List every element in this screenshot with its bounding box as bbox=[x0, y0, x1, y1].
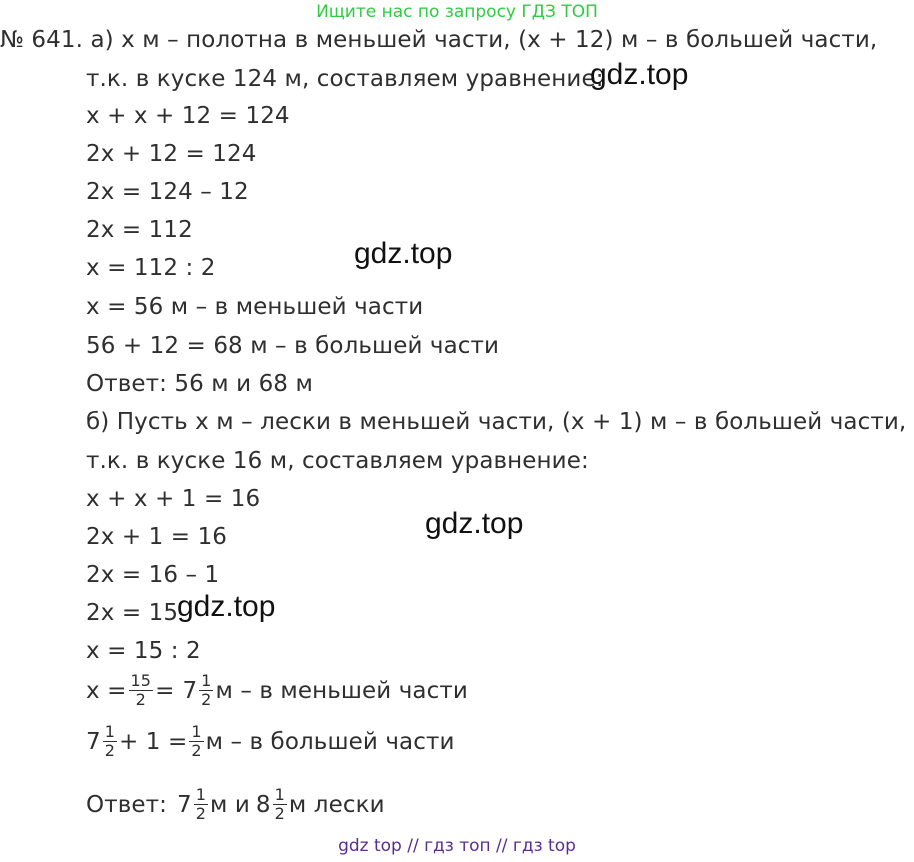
mixed-whole: 8 bbox=[255, 791, 271, 818]
problem-number: № 641. bbox=[0, 27, 84, 53]
part-a-answer: Ответ: 56 м и 68 м bbox=[86, 371, 313, 397]
watermark: gdz.top bbox=[590, 58, 689, 91]
part-a-step: 2х + 12 = 124 bbox=[86, 141, 257, 167]
mixed-whole: 7 bbox=[182, 677, 198, 704]
fraction-numerator: 1 bbox=[274, 785, 285, 804]
part-a-step: 56 + 12 = 68 м – в большей части bbox=[86, 333, 500, 359]
part-b-step: 2х = 15 bbox=[86, 600, 179, 626]
part-b-step: 2х + 1 = 16 bbox=[86, 524, 228, 550]
answer-middle: м и bbox=[209, 791, 250, 818]
part-b-step: х = 15 : 2 bbox=[86, 638, 201, 664]
sum-middle: + 1 = bbox=[119, 728, 188, 755]
watermark: gdz.top bbox=[354, 237, 453, 270]
fraction bbox=[273, 786, 287, 823]
fraction-denominator: 2 bbox=[274, 804, 285, 823]
part-b-setup: т.к. в куске 16 м, составляем уравнение: bbox=[86, 448, 589, 474]
fraction bbox=[199, 672, 213, 709]
fraction-line-tail: м – в меньшей части bbox=[215, 677, 468, 704]
answer-tail: м лески bbox=[288, 791, 385, 818]
part-b-answer-line bbox=[86, 786, 385, 823]
watermark: gdz.top bbox=[177, 590, 276, 623]
fraction bbox=[194, 786, 208, 823]
part-b-step: х + х + 1 = 16 bbox=[86, 486, 261, 512]
fraction bbox=[103, 723, 117, 760]
fraction-denominator: 2 bbox=[195, 804, 206, 823]
part-a-intro: а) х м – полотна в меньшей части, (х + 12) м – в большей части, bbox=[90, 27, 878, 53]
sum-line-tail: м – в большей части bbox=[205, 728, 455, 755]
problem-header-line bbox=[0, 27, 877, 53]
fraction-denominator: 2 bbox=[191, 741, 202, 760]
part-a-step: 2х = 124 – 12 bbox=[86, 179, 249, 205]
part-a-step: х = 56 м – в меньшей части bbox=[86, 294, 424, 320]
part-b-sum-line bbox=[86, 723, 455, 760]
part-a-setup: т.к. в куске 124 м, составляем уравнение: bbox=[86, 66, 604, 92]
part-a-step: х + х + 12 = 124 bbox=[86, 103, 290, 129]
watermark: gdz.top bbox=[425, 507, 524, 540]
answer-label: Ответ: bbox=[86, 791, 167, 818]
part-b-intro: б) Пусть х м – лески в меньшей части, (х + 1) м – в большей части, bbox=[86, 409, 907, 435]
fraction bbox=[189, 723, 203, 760]
fraction-numerator: 1 bbox=[195, 785, 206, 804]
footer-links: gdz top // гдз топ // гдз top bbox=[338, 836, 576, 856]
fraction-denominator: 2 bbox=[135, 690, 146, 709]
fraction-denominator: 2 bbox=[104, 741, 116, 760]
fraction-numerator: 1 bbox=[104, 722, 116, 741]
mixed-whole: 7 bbox=[86, 728, 101, 755]
equals-sign: = bbox=[155, 677, 175, 704]
search-banner: Ищите нас по запросу ГДЗ ТОП bbox=[316, 2, 598, 22]
part-b-fraction-line bbox=[86, 672, 468, 709]
fraction-numerator: 1 bbox=[191, 722, 202, 741]
part-a-step: 2х = 112 bbox=[86, 217, 193, 243]
mixed-whole: 7 bbox=[176, 791, 192, 818]
fraction-lhs: х = bbox=[86, 677, 127, 704]
part-a-step: х = 112 : 2 bbox=[86, 255, 216, 281]
part-b-step: 2х = 16 – 1 bbox=[86, 562, 220, 588]
fraction-numerator: 15 bbox=[130, 671, 152, 690]
fraction-denominator: 2 bbox=[201, 690, 212, 709]
fraction bbox=[129, 672, 154, 709]
fraction-numerator: 1 bbox=[201, 671, 212, 690]
